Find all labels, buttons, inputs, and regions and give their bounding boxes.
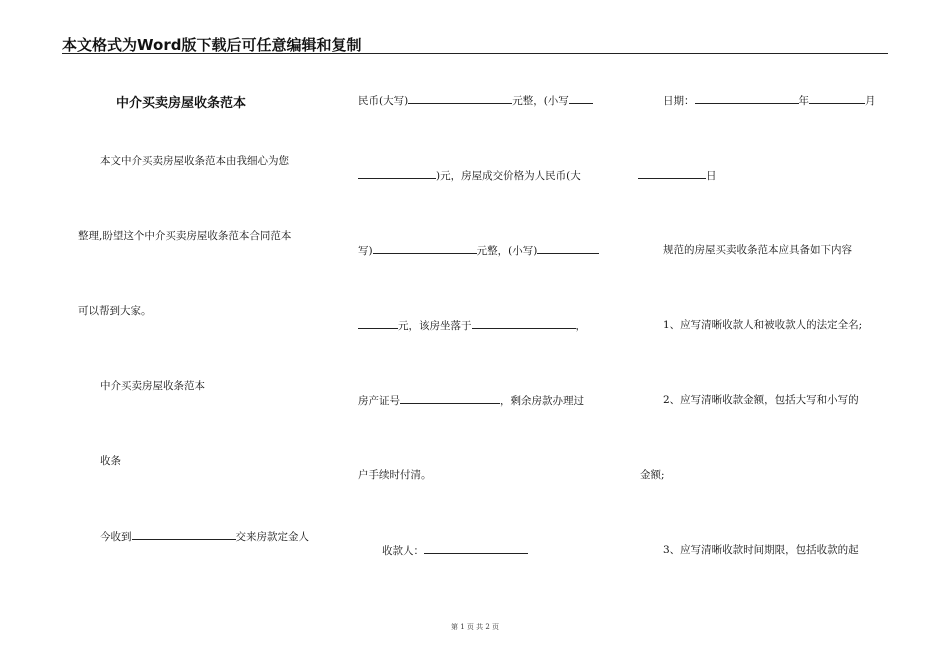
col1-paragraph-2: 整理,盼望这个中介买卖房屋收条范本合同范本 (78, 230, 292, 242)
uppercase-amount-blank (408, 93, 512, 104)
location-blank (472, 318, 576, 329)
price-amount-blank (358, 318, 398, 329)
col1-receipt-label: 收条 (100, 455, 121, 467)
col1-paragraph-1: 本文中介买卖房屋收条范本由我细心为您 (100, 155, 289, 167)
day-label: 日 (706, 170, 717, 182)
lowercase-amount-label: 元整，(小写 (512, 95, 569, 107)
month-blank (809, 93, 865, 104)
uppercase-amount-label: 民币(大写) (358, 95, 409, 107)
year-blank (695, 93, 799, 104)
header-divider (62, 53, 888, 54)
payee-blank (424, 543, 528, 554)
col3-line-7: 3、应写清晰收款时间期限，包括收款的起 (663, 544, 859, 556)
col1-subtitle: 中介买卖房屋收条范本 (100, 380, 205, 392)
deed-number-blank (400, 393, 500, 404)
page-number: 第 1 页 共 2 页 (450, 623, 500, 631)
remaining-payment-label: ，剩余房款办理过 (500, 395, 584, 407)
year-label: 年 (798, 95, 809, 107)
col3-line-2 (638, 168, 717, 183)
deposit-label: 交来房款定金人 (235, 531, 309, 543)
location-label: 元，该房坐落于 (398, 320, 472, 332)
deed-number-label: 房产证号 (358, 395, 400, 407)
col3-line-1 (663, 93, 876, 108)
price-lowercase-label: 元整，(小写) (476, 245, 538, 257)
col2-line-1 (358, 93, 593, 108)
col3-line-3: 规范的房屋买卖收条范本应具备如下内容 (663, 244, 852, 256)
col2-line-5 (358, 393, 584, 408)
col1-received-line (100, 529, 309, 544)
col2-line-3 (358, 243, 599, 258)
col2-line-4 (358, 318, 586, 333)
price-label: )元，房屋成交价格为人民币(大 (436, 170, 581, 182)
lowercase-amount-blank (569, 93, 593, 104)
amount-blank (358, 168, 436, 179)
price-uppercase-blank (373, 243, 477, 254)
col1-paragraph-3: 可以帮到大家。 (78, 305, 152, 317)
col3-line-4: 1、应写清晰收款人和被收款人的法定全名; (663, 319, 863, 331)
day-blank (638, 168, 706, 179)
payee-label: 收款人： (382, 545, 424, 557)
document-title: 中介买卖房屋收条范本 (116, 96, 247, 111)
month-label: 月 (865, 95, 876, 107)
document-header: 本文格式为Word版下载后可任意编辑和复制 (62, 36, 362, 54)
col3-line-6: 金额; (640, 469, 665, 481)
received-from-label: 今收到 (100, 531, 132, 543)
date-label: 日期： (663, 95, 695, 107)
price-lowercase-blank (537, 243, 599, 254)
price-uppercase-label: 写) (358, 245, 373, 257)
comma: ， (575, 320, 586, 332)
col3-line-5: 2、应写清晰收款金额，包括大写和小写的 (663, 394, 859, 406)
col2-line-6: 户手续时付清。 (358, 469, 432, 481)
col2-line-7 (382, 543, 528, 558)
payer-blank (132, 529, 236, 540)
col2-line-2 (358, 168, 581, 183)
